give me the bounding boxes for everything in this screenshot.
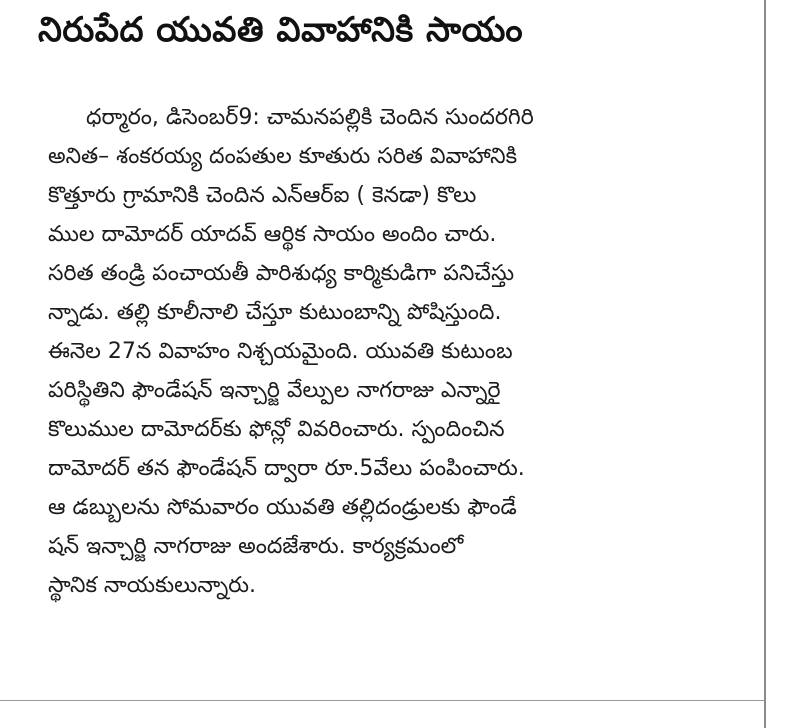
- article-line: పరిస్థితిని ఫౌండేషన్ ఇన్చార్జి వేల్పుల నాగరాజు ఎన్నారై: [48, 378, 501, 403]
- article-headline: నిరుపేద యువతి వివాహానికి సాయం: [38, 10, 524, 50]
- article-line: న్నాడు. తల్లి కూలీనాలి చేస్తూ కుటుంబాన్ని పోషిస్తుంది.: [48, 300, 502, 325]
- column-bottom-rule: [0, 700, 766, 701]
- article-line: దామోదర్ తన ఫౌండేషన్ ద్వారా రూ.5వేలు పంపించారు.: [48, 456, 525, 481]
- article-line: షన్ ఇన్చార్జి నాగరాజు అందజేశారు. కార్యక్రమంలో: [48, 534, 464, 559]
- article-line: కొత్తూరు గ్రామానికి చెందిన ఎన్ఆర్ఐ ( కెనడా) కొలు: [48, 183, 477, 208]
- article-line: స్థానిక నాయకులున్నారు.: [48, 573, 256, 598]
- column-right-rule: [764, 0, 766, 728]
- article-line: కొలుముల దామోదర్‌కు ఫోన్లో వివరించారు. స్పందించిన: [48, 417, 505, 442]
- article-body: [48, 98, 724, 605]
- article-line: ధర్మారం, డిసెంబర్9: చామనపల్లికి చెందిన సుందరగిరి: [86, 105, 534, 130]
- article-line: ఆ డబ్బులను సోమవారం యువతి తల్లిదండ్రులకు ఫౌండే: [48, 495, 517, 520]
- article-line: ముల దామోదర్ యాదవ్ ఆర్థిక సాయం అందిం చారు.: [48, 222, 497, 247]
- article-line: సరిత తండ్రి పంచాయతీ పారిశుధ్య కార్మికుడిగా పనిచేస్తు: [48, 261, 515, 286]
- article-line: ఈనెల 27న వివాహం నిశ్చయమైంది. యువతి కుటుంబ: [48, 339, 513, 364]
- article-line: అనిత– శంకరయ్య దంపతుల కూతురు సరిత వివాహానికి: [48, 144, 518, 169]
